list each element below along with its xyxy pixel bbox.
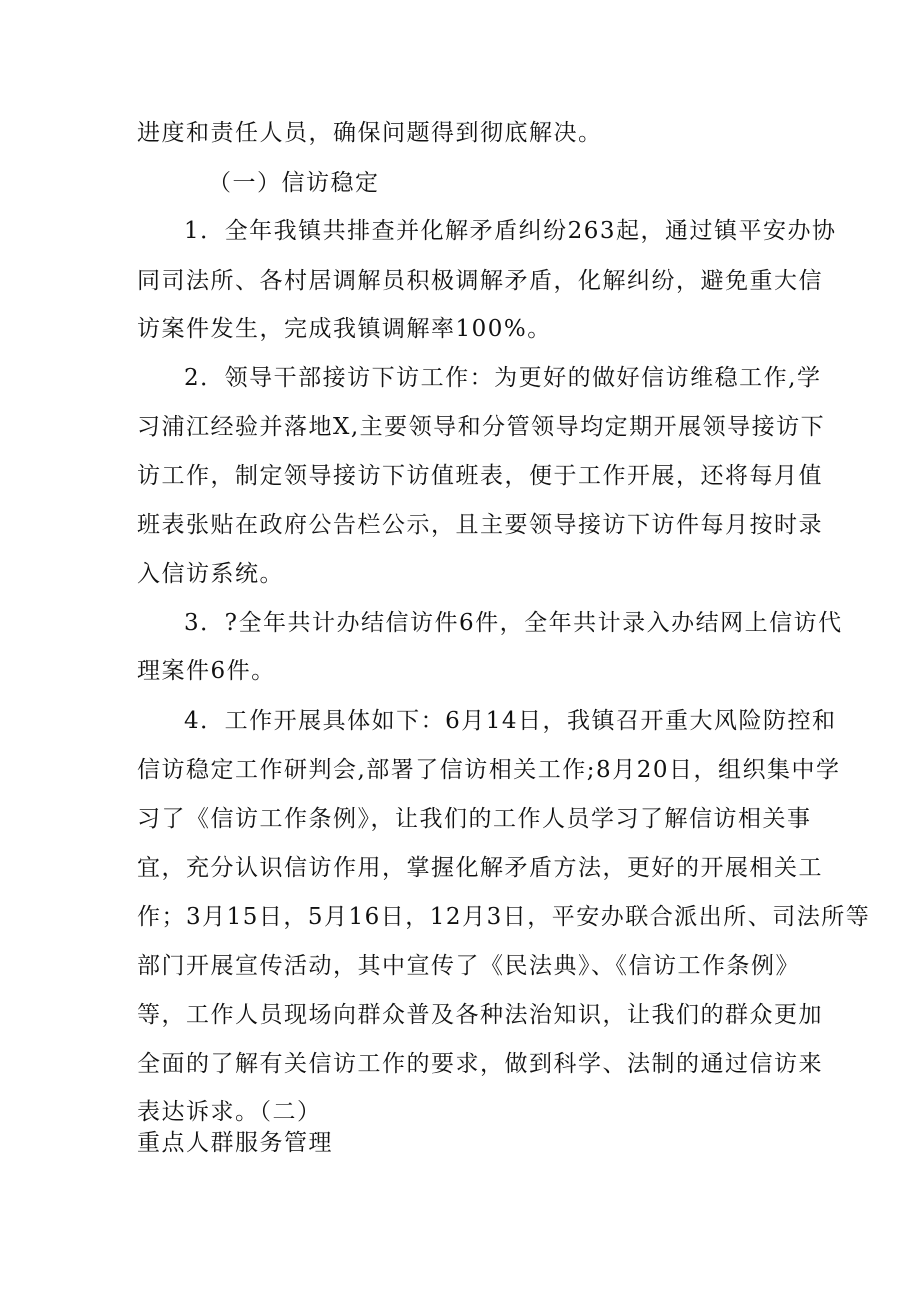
text-line: 入信访系统。	[137, 561, 284, 587]
text-line: 访案件发生，完成我镇调解率100%。	[137, 316, 552, 342]
text-line: 等，工作人员现场向群众普及各种法治知识，让我们的群众更加	[137, 1002, 823, 1028]
text-line: 进度和责任人员，确保问题得到彻底解决。	[137, 120, 603, 146]
text-line: 习浦江经验并落地X,主要领导和分管领导均定期开展领导接访下	[137, 414, 826, 440]
section-heading: 重点人群服务管理	[137, 1130, 333, 1156]
text-line: 班表张贴在政府公告栏公示，且主要领导接访下访件每月按时录	[137, 512, 823, 538]
text-line: 3．?全年共计办结信访件6件，全年共计录入办结网上信访代	[184, 610, 843, 636]
text-line: 全面的了解有关信访工作的要求，做到科学、法制的通过信访来	[137, 1051, 823, 1077]
text-line: 1．全年我镇共排查并化解矛盾纠纷263起，通过镇平安办协	[184, 218, 837, 244]
text-line: 信访稳定工作研判会,部署了信访相关工作;8月20日，组织集中学	[137, 757, 841, 783]
text-line: 理案件6件。	[137, 658, 276, 684]
text-line: 宜，充分认识信访作用，掌握化解矛盾方法，更好的开展相关工	[137, 855, 823, 881]
text-line: 4．工作开展具体如下：6月14日，我镇召开重大风险防控和	[184, 708, 837, 734]
text-line: 同司法所、各村居调解员积极调解矛盾，化解纠纷，避免重大信	[137, 268, 823, 294]
text-line: 访工作，制定领导接访下访值班表，便于工作开展，还将每月值	[137, 463, 823, 489]
text-line: 表达诉求。（二）	[137, 1099, 322, 1125]
text-line: 部门开展宣传活动，其中宣传了《民法典》、《信访工作条例》	[137, 953, 800, 979]
text-line: 习了《信访工作条例》，让我们的工作人员学习了解信访相关事	[137, 806, 812, 832]
section-heading: （一）信访稳定	[208, 170, 380, 196]
text-line: 作；3月15日，5月16日，12月3日，平安办联合派出所、司法所等	[137, 904, 871, 930]
text-line: 2．领导干部接访下访工作：为更好的做好信访维稳工作,学	[184, 365, 822, 391]
